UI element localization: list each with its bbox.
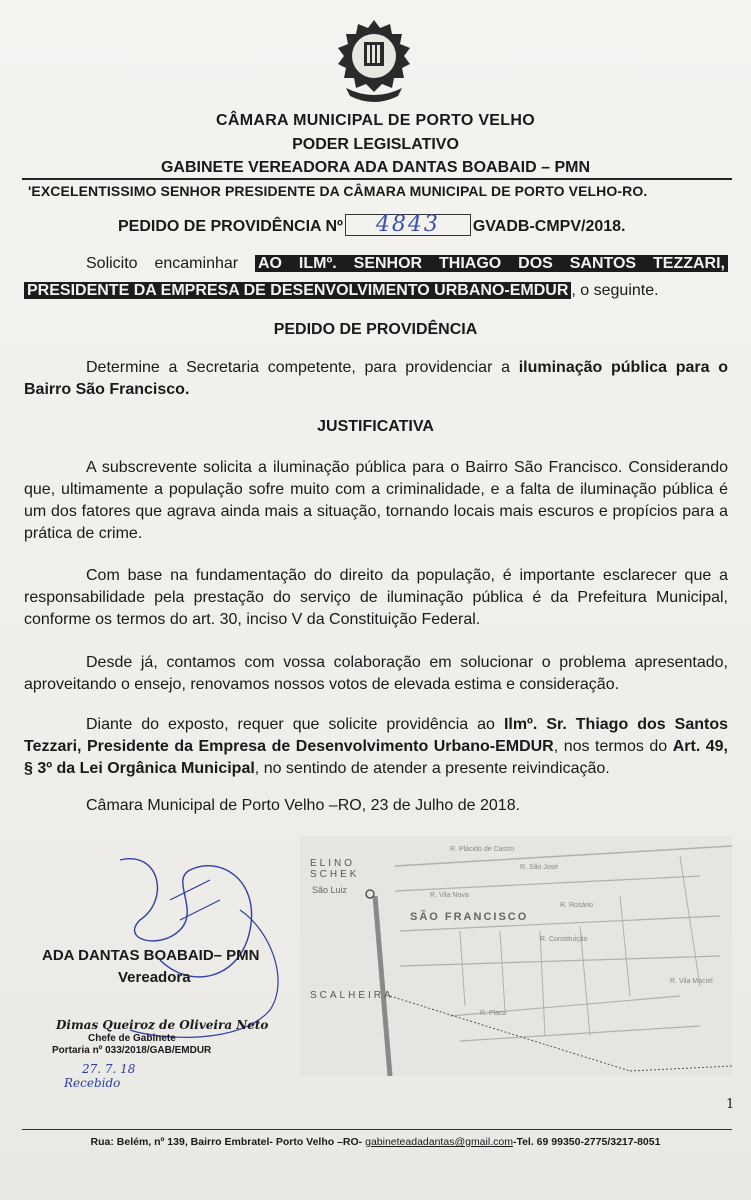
p4-text-c: , nos termos do [553,738,673,755]
request-prefix: PEDIDO DE PROVIDÊNCIA Nº [118,218,343,236]
request-suffix: GVADB-CMPV/2018. [472,218,626,236]
justification-paragraph-1: A subscrevente solicita a iluminação pública para o Bairro São Francisco. Considerando que, ultimamente a população sofre muito com a criminalidade, e a falta de iluminação pública é um dos fatores que agrava ainda mais a situação, tornando locais mais escuros e propícios para a prática de crime. [24,459,728,542]
intro-text-before: Solicito encaminhar [86,255,255,272]
footer-contact [0,1136,751,1148]
map-street-label: R. Rosário [560,902,594,909]
justification-paragraph-2: Com base na fundamentação do direito da população, é importante esclarecer que a responsabilidade pela prestação do serviço de iluminação pública é da Prefeitura Municipal, conforme os termos do art. 30, inciso V da Constituição Federal. [24,567,728,628]
request-number-line [118,212,626,238]
request-bold: iluminação pública para o Bairro São Francisco. [24,359,728,398]
chief-portaria-stamp: Portaria nº 033/2018/GAB/EMDUR [52,1045,212,1056]
header-office: GABINETE VEREADORA ADA DANTAS BOABAID – PMN [160,159,591,176]
header-chamber-name: CÂMARA MUNICIPAL DE PORTO VELHO [216,112,535,129]
intro-recipient-highlight: AO ILMº. SENHOR THIAGO DOS SANTOS TEZZARI, [255,255,728,272]
municipal-seal-emblem [336,18,412,104]
footer-phone: -Tel. 69 99350-2775/3217-8051 [512,1136,661,1148]
signatory-role: Vereadora [118,969,191,986]
signatory-name: ADA DANTAS BOABAID– PMN [42,947,260,964]
map-street-label: R. Placa [480,1010,507,1017]
chief-name-stamp: Dimas Queiroz de Oliveira Neto [56,1018,269,1032]
footer-rule [22,1129,732,1130]
handwritten-received: Recebido [64,1076,121,1090]
map-label-neighbor-2: SCALHEIRA [310,990,394,1001]
intro-text-after: , o seguinte. [571,282,659,299]
page-number: 1 [726,1097,735,1112]
map-street-label: R. Plácido de Castro [450,846,515,853]
addressee-line: 'EXCELENTISSIMO SENHOR PRESIDENTE DA CÂMARA MUNICIPAL DE PORTO VELHO-RO. [28,183,648,199]
request-text: Determine a Secretaria competente, para providenciar a [86,359,519,376]
section-request-title: PEDIDO DE PROVIDÊNCIA [273,321,478,338]
map-street-label: R. Constituição [540,936,588,943]
justification-paragraph-3: Desde já, contamos com vossa colaboração em solucionar o problema apresentado, aproveitando o ensejo, renovamos nossos votos de elevada estima e consideração. [24,654,728,693]
place-and-date: Câmara Municipal de Porto Velho –RO, 23 de Julho de 2018. [86,797,521,814]
p4-text-e: , no sentindo de atender a presente reivindicação. [254,760,610,777]
map-label-neighbor-1: ELINO SCHEK [310,858,360,880]
p4-bold-recipient: Ilmº. Sr. Thiago dos Santos Tezzari, Presidente da Empresa de Desenvolvimento Urbano-EMDUR [24,716,728,755]
intro-paragraph [24,250,728,304]
map-label-place: São Luiz [312,885,348,895]
request-number-handwritten: 4843 [345,214,471,236]
section-justification-title: JUSTIFICATIVA [317,418,434,435]
header-legislative: PODER LEGISLATIVO [292,136,459,153]
neighborhood-map-image [300,836,732,1076]
handwritten-date: 27. 7. 18 [82,1062,136,1076]
chief-title-stamp: Chefe de Gabinete [88,1033,176,1044]
map-label-district: SÃO FRANCISCO [410,911,529,923]
footer-address: Rua: Belém, nº 139, Bairro Embratel- Porto Velho –RO- [90,1136,366,1148]
p4-bold-law: Art. 49, § 3º da Lei Orgânica Municipal [24,738,729,777]
header-rule [22,178,732,180]
p4-text-a: Diante do exposto, requer que solicite providência ao [86,716,504,733]
footer-email-link[interactable]: gabineteadadantas@gmail.com [365,1136,513,1148]
map-street-label: R. Vila Maciel [670,978,713,985]
intro-company-highlight: PRESIDENTE DA EMPRESA DE DESENVOLVIMENTO URBANO-EMDUR [24,282,571,299]
request-paragraph [24,357,728,401]
map-street-label: R. São José [520,864,559,871]
map-street-label: R. Vila Nova [430,892,469,899]
justification-paragraph-4 [24,714,728,780]
